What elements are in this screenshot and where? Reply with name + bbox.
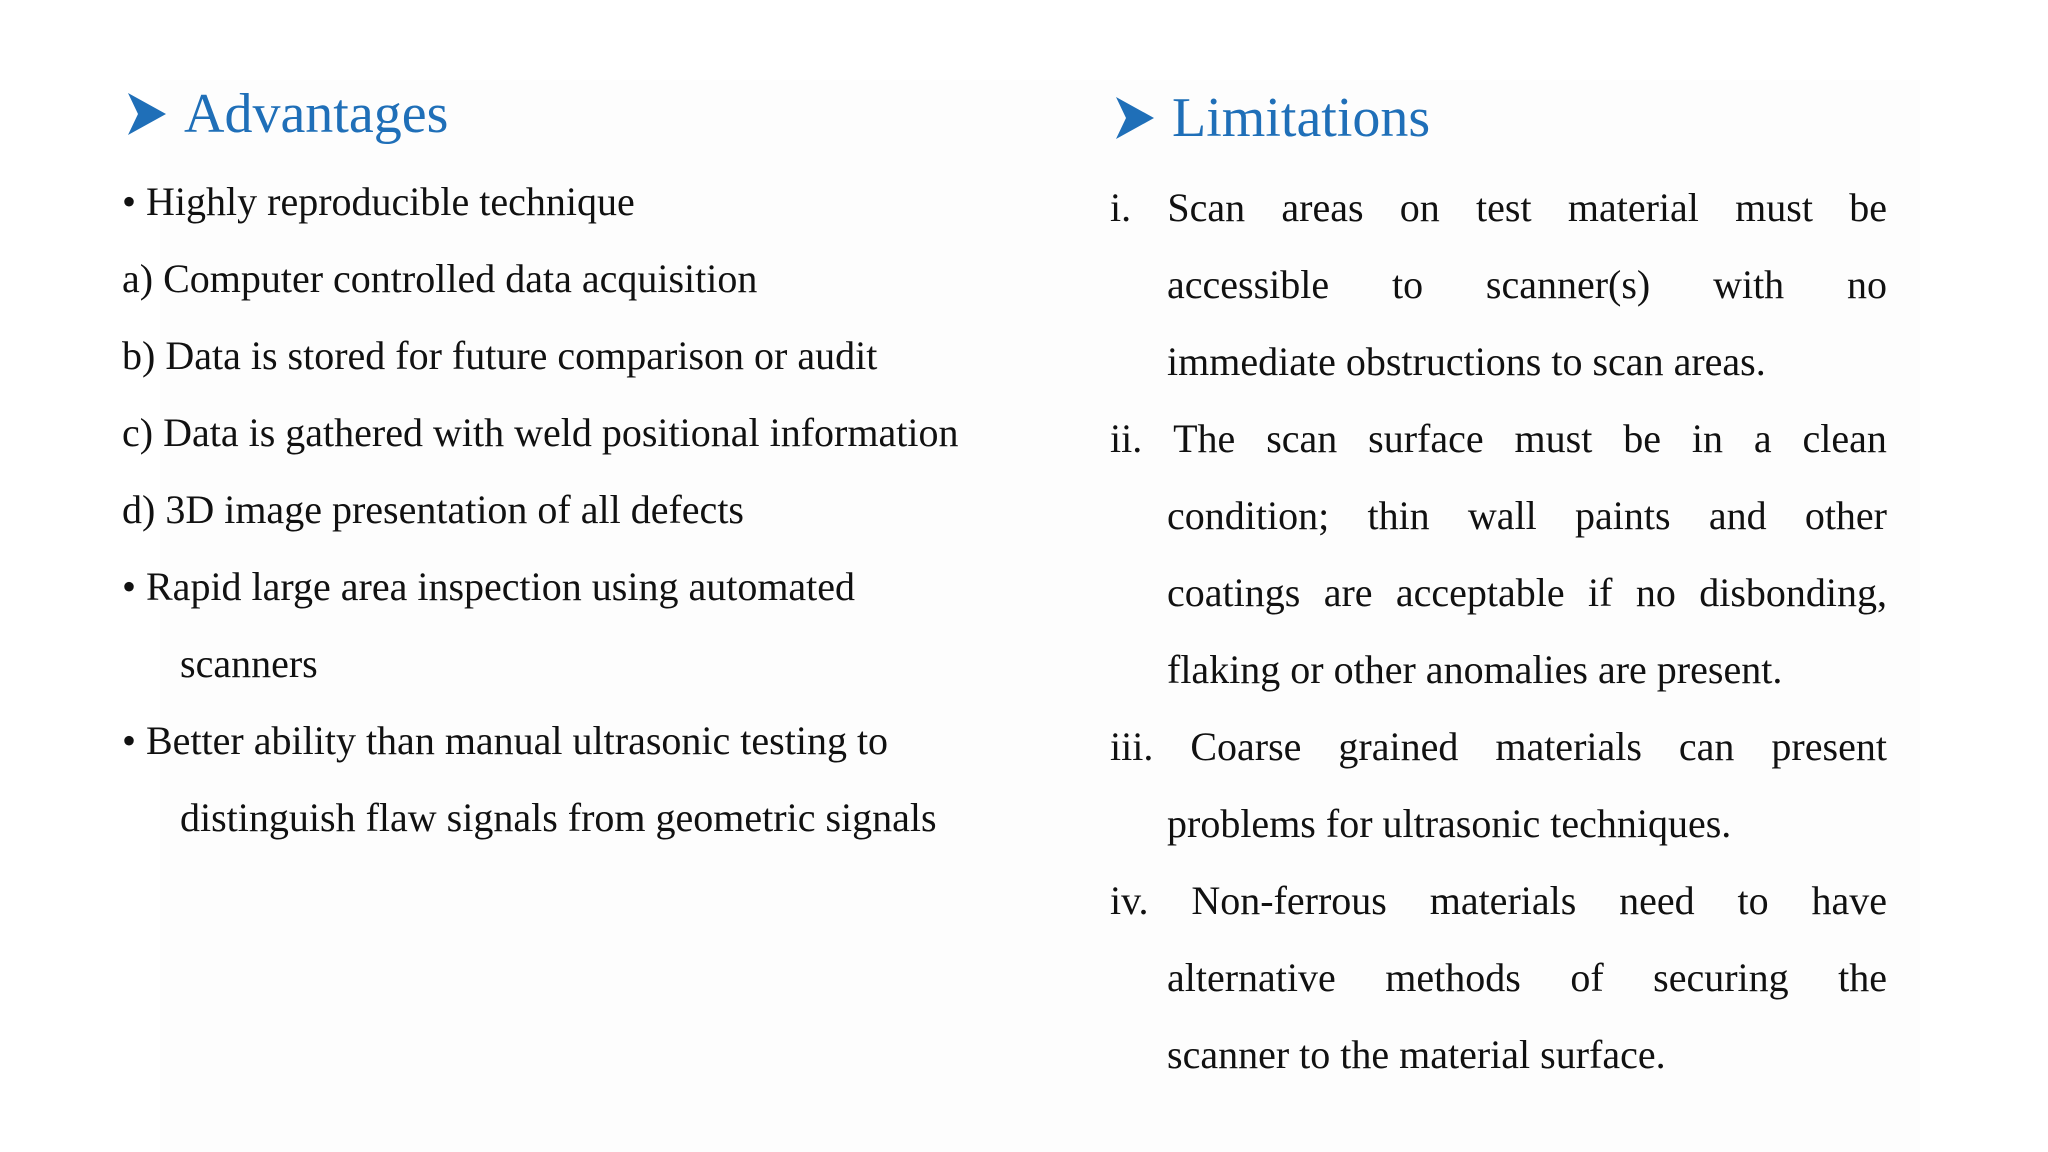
limitation-word: areas: [1281, 185, 1364, 230]
limitation-word: securing: [1653, 955, 1789, 1000]
advantage-line: scanners: [180, 641, 318, 686]
limitation-word: scanner(s): [1485, 262, 1651, 307]
limitation-item-first-line: [1110, 415, 1887, 463]
limitation-word: the: [1838, 955, 1887, 1000]
limitation-word: in: [1691, 416, 1723, 461]
limitation-last-line: scanner to the material surface.: [1167, 1032, 1666, 1077]
limitation-word: test: [1476, 185, 1532, 230]
limitation-number: iii.: [1110, 724, 1154, 769]
advantages-heading: [126, 83, 449, 145]
limitation-number: iv.: [1110, 878, 1149, 923]
limitation-word: surface: [1368, 416, 1484, 461]
limitation-continuation-line: [1167, 261, 1887, 309]
limitation-continuation-line: [1167, 569, 1887, 617]
limitation-word: and: [1708, 493, 1767, 538]
limitation-word: methods: [1385, 955, 1521, 1000]
advantages-title: Advantages: [184, 83, 449, 145]
limitation-item-first-line: [1110, 184, 1887, 232]
advantage-line: d) 3D image presentation of all defects: [122, 487, 744, 532]
limitation-word: need: [1619, 878, 1695, 923]
limitation-word: grained: [1338, 724, 1459, 769]
limitation-word: clean: [1802, 416, 1887, 461]
limitation-word: wall: [1467, 493, 1537, 538]
limitation-number: i.: [1110, 185, 1132, 230]
advantage-line: • Highly reproducible technique: [122, 179, 635, 224]
limitation-word: must: [1514, 416, 1593, 461]
limitation-last-line: problems for ultrasonic techniques.: [1167, 801, 1732, 846]
limitation-word: are: [1323, 570, 1373, 615]
limitation-item-first-line: [1110, 723, 1887, 771]
advantage-line: c) Data is gathered with weld positional information: [122, 410, 959, 455]
limitation-word: have: [1811, 878, 1887, 923]
limitation-word: material: [1567, 185, 1699, 230]
limitation-word: no: [1635, 570, 1676, 615]
limitation-last-line: immediate obstructions to scan areas.: [1167, 339, 1766, 384]
advantage-line: b) Data is stored for future comparison or audit: [122, 333, 878, 378]
limitation-continuation-line: [1167, 492, 1887, 540]
limitation-word: present: [1771, 724, 1887, 769]
limitations-title: Limitations: [1172, 87, 1431, 149]
arrowhead-bullet-icon: [126, 91, 168, 137]
limitation-word: no: [1847, 262, 1887, 307]
limitation-word: be: [1623, 416, 1661, 461]
limitation-word: Scan: [1167, 185, 1246, 230]
limitation-word: Non-ferrous: [1191, 878, 1387, 923]
limitation-word: disbonding,: [1699, 570, 1887, 615]
limitation-word: be: [1849, 185, 1887, 230]
advantage-line: • Better ability than manual ultrasonic testing to: [122, 718, 889, 763]
limitation-number: ii.: [1110, 416, 1143, 461]
limitation-word: alternative: [1167, 955, 1336, 1000]
limitation-word: can: [1678, 724, 1735, 769]
limitation-word: on: [1399, 185, 1440, 230]
limitation-continuation-line: [1167, 954, 1887, 1002]
limitation-word: if: [1588, 570, 1613, 615]
limitation-word: other: [1804, 493, 1887, 538]
limitation-word: scan: [1266, 416, 1338, 461]
advantage-line: • Rapid large area inspection using automated: [122, 564, 856, 609]
advantage-line: a) Computer controlled data acquisition: [122, 256, 758, 301]
limitation-word: materials: [1429, 878, 1577, 923]
limitation-word: to: [1391, 262, 1424, 307]
limitation-word: paints: [1575, 493, 1671, 538]
limitation-word: coatings: [1167, 570, 1301, 615]
limitation-item-first-line: [1110, 877, 1887, 925]
limitation-word: condition;: [1167, 493, 1330, 538]
arrowhead-bullet-icon: [1114, 95, 1156, 141]
limitation-word: The: [1173, 416, 1236, 461]
limitation-word: must: [1735, 185, 1813, 230]
limitation-word: thin: [1367, 493, 1430, 538]
limitation-word: of: [1570, 955, 1604, 1000]
limitation-word: Coarse: [1190, 724, 1302, 769]
limitation-word: accessible: [1167, 262, 1330, 307]
limitation-word: to: [1737, 878, 1769, 923]
limitation-word: with: [1713, 262, 1785, 307]
limitations-heading: [1114, 87, 1431, 149]
limitation-last-line: flaking or other anomalies are present.: [1167, 647, 1783, 692]
limitation-word: acceptable: [1395, 570, 1565, 615]
limitation-word: materials: [1495, 724, 1642, 769]
limitation-word: a: [1753, 416, 1772, 461]
advantage-line: distinguish flaw signals from geometric signals: [180, 795, 937, 840]
